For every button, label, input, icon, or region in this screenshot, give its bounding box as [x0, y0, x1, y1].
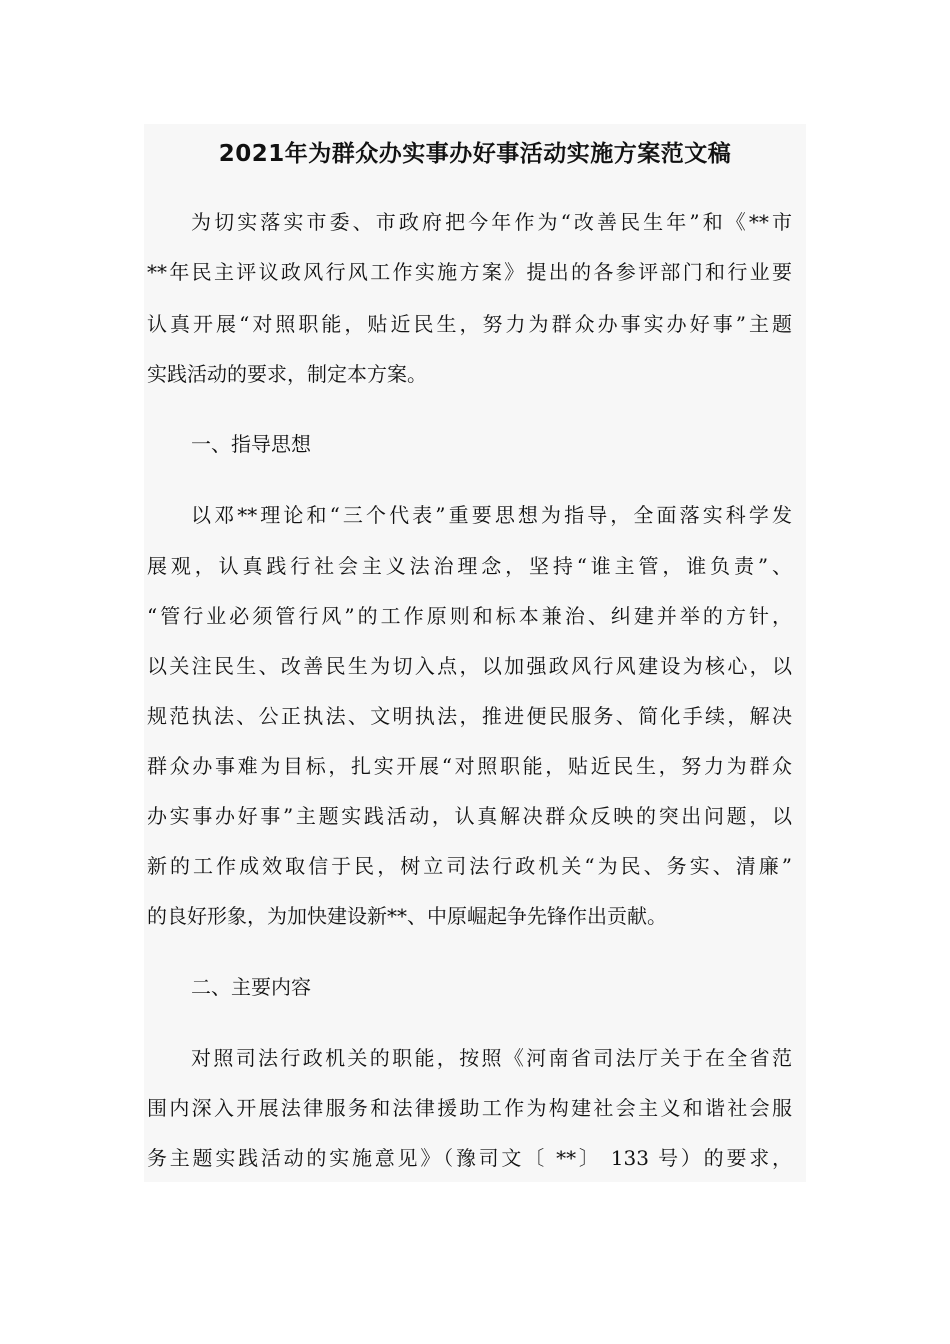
- paragraph-2-line: 规范执法、公正执法、文明执法，推进便民服务、简化手续，解决: [147, 704, 792, 728]
- section-heading-guiding-thought: 一、指导思想: [191, 432, 311, 456]
- paragraph-2-line: 新的工作成效取信于民，树立司法行政机关“为民、务实、清廉”: [147, 854, 792, 878]
- paragraph-2-line: 办实事办好事”主题实践活动，认真解决群众反映的突出问题，以: [147, 804, 792, 828]
- paragraph-1-line: 认真开展“对照职能，贴近民生，努力为群众办事实办好事”主题: [147, 312, 792, 336]
- paragraph-2-line: “管行业必须管行风”的工作原则和标本兼治、纠建并举的方针，: [147, 604, 792, 628]
- section-heading-main-content: 二、主要内容: [191, 975, 311, 999]
- paragraph-3-line: 围内深入开展法律服务和法律援助工作为构建社会主义和谐社会服: [147, 1096, 792, 1120]
- paragraph-1-line: 实践活动的要求，制定本方案。: [147, 362, 427, 386]
- paragraph-3-line: 对照司法行政机关的职能，按照《河南省司法厅关于在全省范: [191, 1046, 792, 1070]
- paragraph-3-line: 务主题实践活动的实施意见》（豫司文〔 **〕 133 号）的要求，: [147, 1146, 792, 1170]
- paragraph-1-line: 为切实落实市委、市政府把今年作为“改善民生年”和《**市: [191, 210, 792, 234]
- paragraph-2-line: 以邓**理论和“三个代表”重要思想为指导，全面落实科学发: [191, 503, 792, 527]
- paragraph-2-line: 以关注民生、改善民生为切入点，以加强政风行风建设为核心，以: [147, 654, 792, 678]
- paragraph-1-line: **年民主评议政风行风工作实施方案》提出的各参评部门和行业要: [147, 260, 792, 284]
- paragraph-2-line: 的良好形象，为加快建设新**、中原崛起争先锋作出贡献。: [147, 904, 667, 928]
- paragraph-2-line: 群众办事难为目标，扎实开展“对照职能，贴近民生，努力为群众: [147, 754, 792, 778]
- document-title: 2021年为群众办实事办好事活动实施方案范文稿: [218, 141, 732, 167]
- paragraph-2-line: 展观，认真践行社会主义法治理念，坚持“谁主管，谁负责”、: [147, 554, 792, 578]
